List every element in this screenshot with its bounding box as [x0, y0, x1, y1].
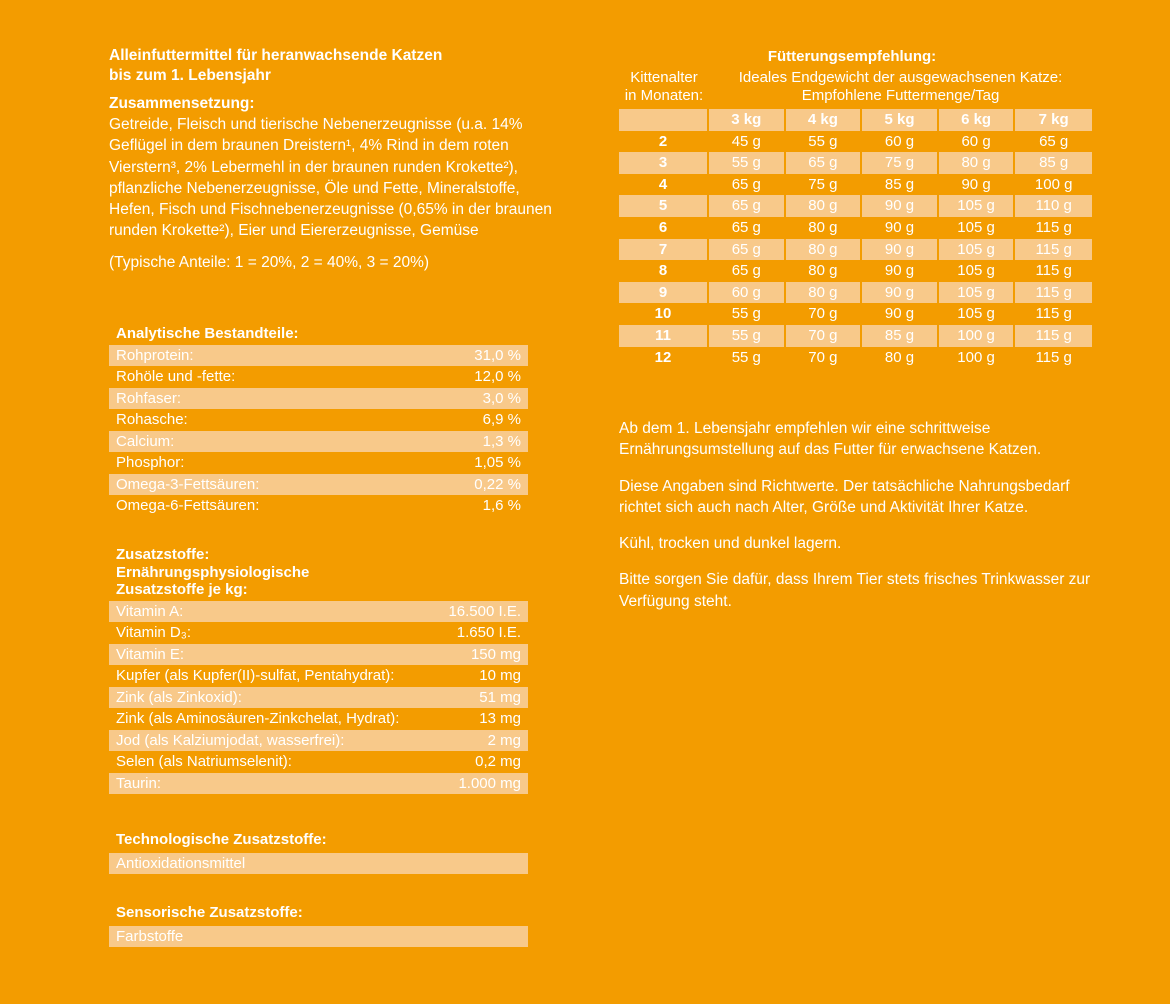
additive-row-value: 13 mg — [479, 710, 521, 727]
analytic-row-value: 31,0 % — [474, 346, 521, 364]
feeding-amount-cell: 100 g — [939, 347, 1016, 369]
analytic-row-value: 1,3 % — [482, 432, 521, 450]
feeding-row — [619, 303, 1092, 325]
additive-row — [109, 773, 528, 795]
feeding-amount-cell: 80 g — [786, 239, 863, 261]
weight-column-label — [709, 69, 1092, 105]
feeding-row — [619, 239, 1092, 261]
feeding-weight-header: 4 kg — [786, 109, 863, 131]
tech-value: Antioxidationsmittel — [116, 854, 246, 872]
analytic-heading: Analytische Bestandteile: — [116, 325, 299, 342]
analytic-row-value: 3,0 % — [482, 389, 521, 407]
feeding-amount-cell: 80 g — [786, 217, 863, 239]
feeding-amount-cell: 115 g — [1035, 262, 1072, 280]
feeding-row — [619, 152, 1092, 174]
feeding-table — [619, 109, 1092, 368]
feeding-month-cell: 11 — [619, 325, 709, 347]
analytic-row — [109, 345, 528, 367]
additive-row-value: 2 mg — [487, 731, 521, 749]
feeding-amount-cell: 65 g — [786, 152, 863, 174]
additive-row-value: 51 mg — [479, 688, 521, 706]
analytic-row — [109, 474, 528, 496]
note-transition: Ab dem 1. Lebensjahr empfehlen wir eine schrittweise Ernährungsumstellung auf das Futter für erwachsene Katzen. — [619, 420, 1042, 459]
additive-row — [109, 708, 528, 730]
additive-row-label: Vitamin E: — [116, 645, 185, 663]
feeding-amount-cell: 90 g — [862, 239, 939, 261]
feeding-amount-cell: 90 g — [862, 303, 939, 325]
feeding-amount-cell: 90 g — [862, 195, 939, 217]
feeding-amount-cell: 65 g — [1039, 132, 1069, 150]
feeding-amount-cell: 55 g — [709, 303, 786, 325]
feeding-amount-cell: 115 g — [1015, 239, 1092, 261]
feeding-amount-cell: 100 g — [939, 325, 1016, 347]
analytic-row-value: 12,0 % — [474, 368, 521, 385]
feeding-amount-cell: 85 g — [1015, 152, 1092, 174]
analytic-row-value: 6,9 % — [482, 411, 521, 428]
feeding-amount-cell: 55 g — [709, 152, 786, 174]
composition-heading: Zusammensetzung: — [109, 95, 255, 112]
feeding-amount-cell: 55 g — [709, 325, 786, 347]
feeding-amount-cell: 115 g — [1035, 348, 1072, 366]
feeding-month-cell: 3 — [619, 152, 709, 174]
analytic-row — [109, 388, 528, 410]
tech-heading: Technologische Zusatzstoffe: — [116, 831, 327, 848]
feeding-amount-cell: 110 g — [1015, 195, 1092, 217]
analytic-row — [109, 409, 528, 431]
feeding-weight-header: 3 kg — [709, 109, 786, 131]
weight-label-line2: Empfohlene Futtermenge/Tag — [801, 87, 1000, 104]
feeding-amount-cell: 60 g — [862, 131, 939, 153]
feeding-amount-cell: 65 g — [709, 239, 786, 261]
product-info — [109, 46, 559, 273]
feeding-amount-cell: 90 g — [939, 174, 1016, 196]
product-title-line2: bis zum 1. Lebensjahr — [109, 67, 271, 84]
additive-row-label: Kupfer (als Kupfer(II)-sulfat, Pentahydrat): — [116, 667, 395, 684]
feeding-amount-cell: 70 g — [786, 325, 863, 347]
feeding-row — [619, 347, 1092, 369]
feeding-month-cell: 10 — [619, 303, 709, 325]
feeding-month-cell: 7 — [619, 239, 709, 261]
feeding-amount-cell: 90 g — [862, 217, 939, 239]
age-label-line1: Kittenalter — [630, 69, 698, 86]
additive-row-value: 1.650 I.E. — [456, 624, 521, 641]
notes — [619, 418, 1099, 627]
analytic-row — [109, 452, 528, 474]
feeding-amount-cell: 80 g — [786, 282, 863, 304]
additives-heading-3: Zusatzstoffe je kg: — [116, 581, 248, 598]
feeding-amount-cell: 105 g — [939, 260, 1016, 282]
age-column-label — [619, 69, 709, 105]
feeding-amount-cell: 65 g — [709, 195, 786, 217]
feeding-month-cell: 9 — [619, 282, 709, 304]
additive-row-label: Jod (als Kalziumjodat, wasserfrei): — [116, 731, 345, 749]
feeding-amount-cell: 105 g — [939, 195, 1016, 217]
analytic-row — [109, 366, 528, 388]
analytic-row — [109, 495, 528, 517]
feeding-row — [619, 282, 1092, 304]
feeding-amount-cell: 105 g — [939, 303, 1016, 325]
additive-row-value: 10 mg — [479, 667, 521, 684]
additive-row-value: 16.500 I.E. — [448, 602, 521, 620]
additive-row-label: Taurin: — [116, 774, 162, 792]
additive-row-value: 0,2 mg — [475, 753, 521, 770]
feeding-amount-cell: 55 g — [786, 131, 863, 153]
additives-heading-1: Zusatzstoffe: — [116, 546, 210, 563]
additive-row-label: Zink (als Zinkoxid): — [116, 688, 242, 706]
additive-row-label: Selen (als Natriumselenit): — [116, 753, 292, 770]
additive-row — [109, 687, 528, 709]
additive-row — [109, 622, 528, 644]
note-storage: Kühl, trocken und dunkel lagern. — [619, 535, 842, 553]
analytic-row-value: 1,05 % — [474, 454, 521, 471]
product-title-line1: Alleinfuttermittel für heranwachsende Katzen — [109, 47, 443, 64]
feeding-month-cell: 6 — [619, 217, 709, 239]
sensory-additives — [109, 904, 528, 947]
feeding-title: Fütterungsempfehlung: — [767, 48, 937, 65]
composition-text: Getreide, Fleisch und tierische Nebenerzeugnisse (u.a. 14% Geflügel in dem braunen Dreistern¹, 4% Rind in dem roten Vierstern³, 2% Lebermehl in der braunen runden Krokette²), pflanzliche Nebenerzeugnisse, Öle und Fette, Mineralstoffe, Hefen, Fisch und Fischnebenerzeugnisse (0,65% in der braunen runden Krokette²), Eier und Eiererzeugnisse, Gemüse — [109, 116, 552, 240]
feeding-amount-cell: 70 g — [786, 303, 863, 325]
technological-additives — [109, 831, 528, 874]
feeding-amount-cell: 105 g — [939, 282, 1016, 304]
feeding-amount-cell: 55 g — [709, 347, 786, 369]
analytic-table — [109, 325, 528, 517]
sensory-value: Farbstoffe — [116, 927, 184, 945]
feeding-weight-header: 5 kg — [862, 109, 939, 131]
age-label-line2: in Monaten: — [624, 87, 704, 104]
feeding-amount-cell: 85 g — [862, 325, 939, 347]
analytic-row-label: Omega-6-Fettsäuren: — [116, 497, 260, 514]
feeding-header-empty — [619, 109, 709, 131]
additive-row — [109, 601, 528, 623]
additive-row — [109, 730, 528, 752]
analytic-row-label: Omega-3-Fettsäuren: — [116, 475, 260, 493]
feeding-amount-cell: 80 g — [862, 347, 939, 369]
feeding-header-row — [619, 109, 1092, 131]
analytic-row-label: Rohöle und -fette: — [116, 368, 236, 385]
additives-heading-2: Ernährungsphysiologische — [116, 563, 310, 581]
note-guideline: Diese Angaben sind Richtwerte. Der tatsächliche Nahrungsbedarf richtet sich auch nach Alter, Größe und Aktivität Ihrer Katze. — [619, 477, 1070, 516]
feeding-amount-cell: 85 g — [862, 174, 939, 196]
feeding-amount-cell: 80 g — [786, 260, 863, 282]
additive-row — [109, 665, 528, 687]
feeding-amount-cell: 115 g — [1035, 218, 1072, 236]
analytic-row-value: 1,6 % — [482, 497, 521, 514]
additive-row — [109, 644, 528, 666]
feeding-amount-cell: 75 g — [786, 174, 863, 196]
additive-row-value: 150 mg — [470, 645, 521, 663]
analytic-row-label: Calcium: — [116, 432, 175, 450]
feeding-amount-cell: 115 g — [1035, 305, 1072, 323]
feeding-row — [619, 195, 1092, 217]
feeding-amount-cell: 115 g — [1015, 282, 1092, 304]
feeding-month-cell: 2 — [619, 131, 709, 153]
feeding-amount-cell: 75 g — [862, 152, 939, 174]
feeding-row — [619, 260, 1092, 282]
analytic-row-label: Rohasche: — [116, 411, 188, 428]
feeding-amount-cell: 80 g — [786, 195, 863, 217]
analytic-row-value: 0,22 % — [474, 475, 521, 493]
feeding-amount-cell: 65 g — [709, 174, 786, 196]
feeding-row — [619, 325, 1092, 347]
feeding-amount-cell: 100 g — [1034, 175, 1073, 193]
feeding-amount-cell: 60 g — [939, 131, 1016, 153]
feeding-month-cell: 12 — [619, 347, 709, 369]
feeding-row — [619, 217, 1092, 239]
additive-row-label: Vitamin A: — [116, 602, 184, 620]
feeding-amount-cell: 90 g — [862, 282, 939, 304]
analytic-row-label: Rohfaser: — [116, 389, 182, 407]
feeding-amount-cell: 80 g — [939, 152, 1016, 174]
additives-table — [109, 546, 528, 794]
additive-row-label: Vitamin D₃: — [116, 624, 192, 641]
feeding-amount-cell: 90 g — [862, 260, 939, 282]
tech-row — [109, 853, 528, 875]
feeding-amount-cell: 115 g — [1015, 325, 1092, 347]
feeding-weight-header: 6 kg — [939, 109, 1016, 131]
feeding-month-cell: 4 — [619, 174, 709, 196]
additive-row-value: 1.000 mg — [458, 774, 521, 792]
feeding-amount-cell: 105 g — [939, 239, 1016, 261]
feeding-row — [619, 131, 1092, 153]
feeding-amount-cell: 105 g — [939, 217, 1016, 239]
sensory-heading: Sensorische Zusatzstoffe: — [116, 904, 303, 921]
feeding-amount-cell: 70 g — [786, 347, 863, 369]
feeding-month-cell: 8 — [619, 260, 709, 282]
weight-label-line1: Ideales Endgewicht der ausgewachsenen Katze: — [738, 69, 1063, 86]
sensory-row — [109, 926, 528, 948]
feeding-amount-cell: 45 g — [709, 131, 786, 153]
additive-row — [109, 751, 528, 773]
feeding-amount-cell: 60 g — [709, 282, 786, 304]
note-water: Bitte sorgen Sie dafür, dass Ihrem Tier stets frisches Trinkwasser zur Verfügung steht. — [619, 571, 1091, 610]
feeding-row — [619, 174, 1092, 196]
feeding-month-cell: 5 — [619, 195, 709, 217]
typical-share-text: (Typische Anteile: 1 = 20%, 2 = 40%, 3 = 20%) — [109, 253, 430, 271]
additive-row-label: Zink (als Aminosäuren-Zinkchelat, Hydrat): — [116, 710, 400, 727]
feeding-amount-cell: 65 g — [709, 260, 786, 282]
feeding-amount-cell: 65 g — [709, 217, 786, 239]
analytic-row-label: Rohprotein: — [116, 346, 194, 364]
analytic-row — [109, 431, 528, 453]
feeding-weight-header: 7 kg — [1015, 109, 1092, 131]
analytic-row-label: Phosphor: — [116, 454, 185, 471]
